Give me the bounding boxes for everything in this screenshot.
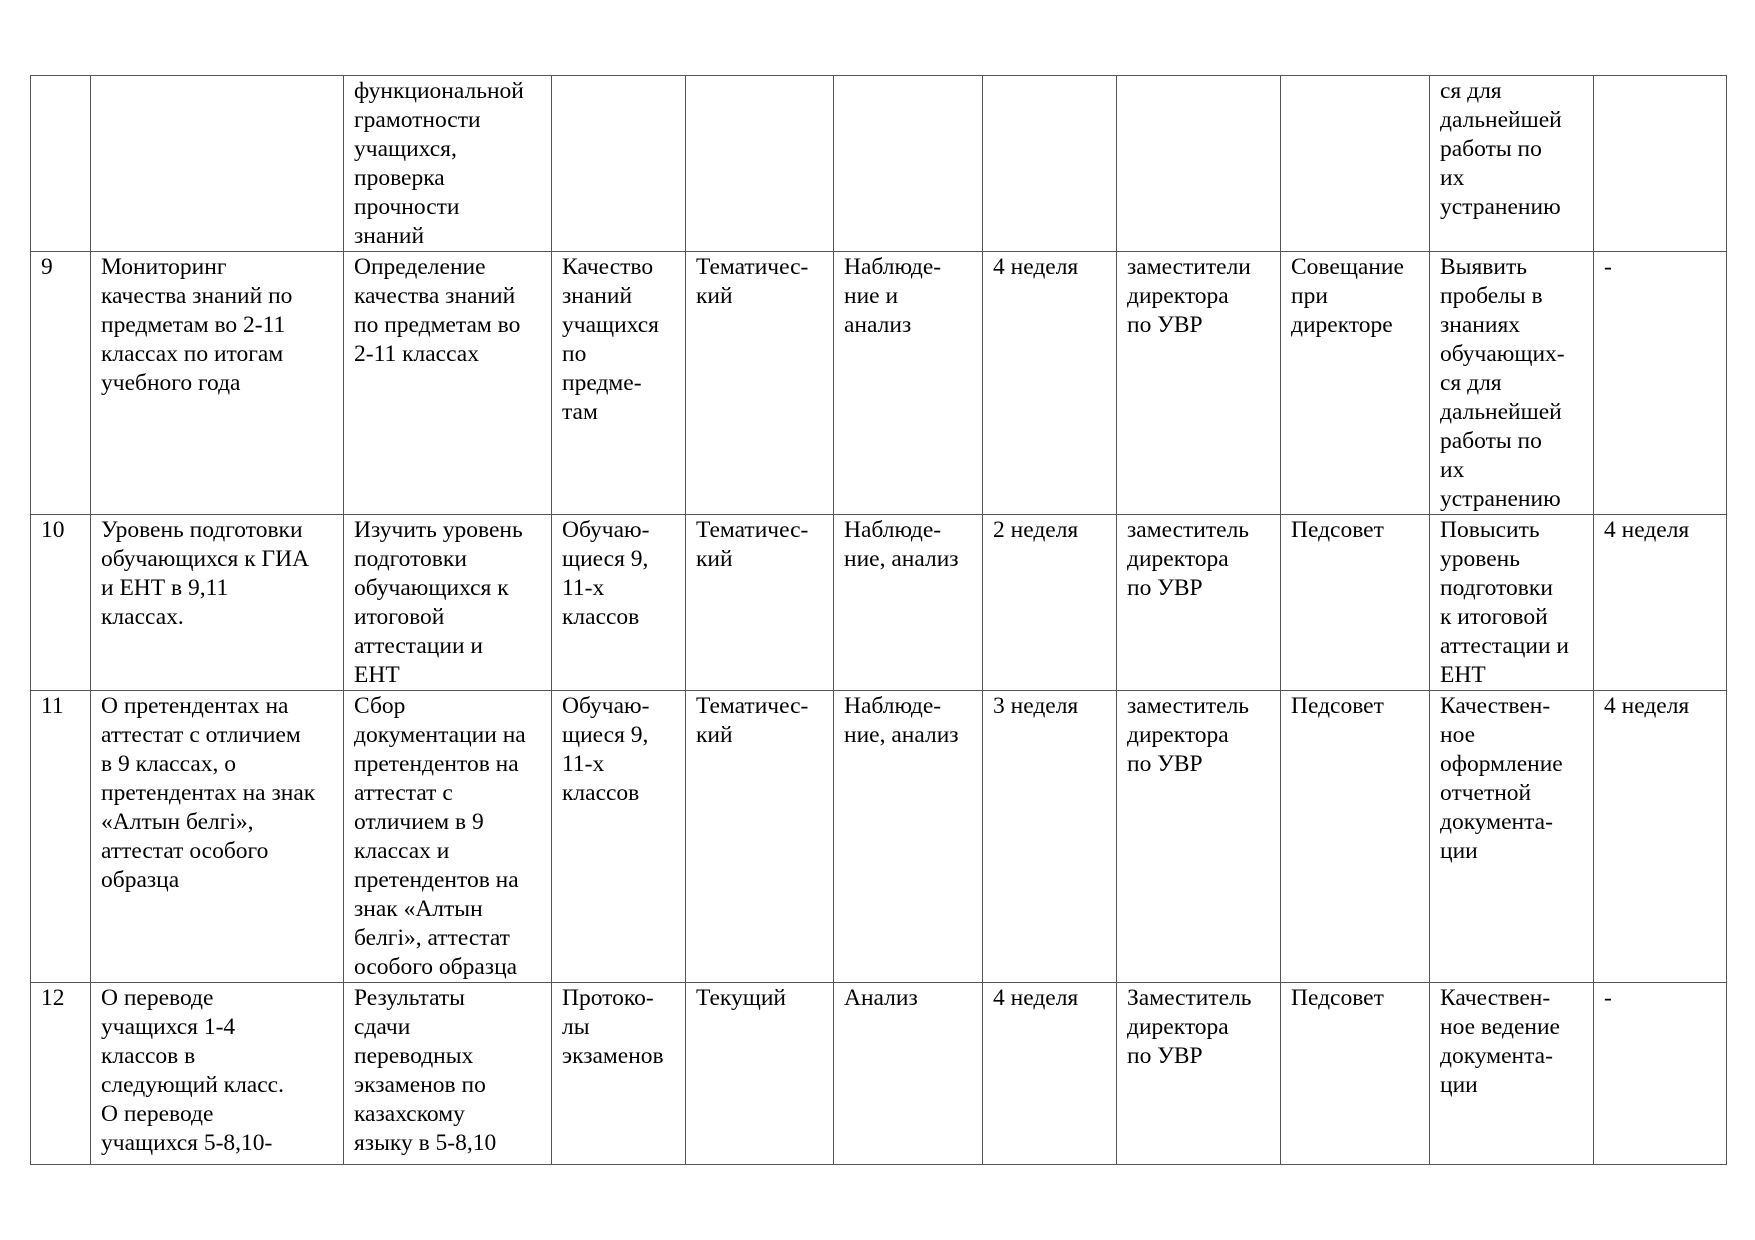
- row-number-cell: 11: [31, 691, 91, 983]
- row-number-cell: 10: [31, 515, 91, 691]
- control-topic-cell: [91, 76, 344, 252]
- review-place-cell: Совещание при директоре: [1281, 252, 1430, 515]
- control-topic-cell: О претендентах на аттестат с отличием в 9 классах, о претендентах на знак «Алтын белгі», аттестат особого образца: [91, 691, 344, 983]
- control-time-cell: 3 неделя: [983, 691, 1117, 983]
- control-type-cell: Текущий: [686, 983, 834, 1165]
- control-goal-cell: Результаты сдачи переводных экзаменов по казахскому языку в 5-8,10: [344, 983, 552, 1165]
- table-row: [31, 691, 1727, 983]
- control-time-cell: 4 неделя: [983, 252, 1117, 515]
- control-topic-cell: Уровень подготовки обучающихся к ГИА и ЕНТ в 9,11 классах.: [91, 515, 344, 691]
- responsible-cell: заместитель директора по УВР: [1117, 691, 1281, 983]
- followup-cell: [1594, 76, 1727, 252]
- row-number-cell: 9: [31, 252, 91, 515]
- followup-cell: 4 неделя: [1594, 691, 1727, 983]
- expected-result-cell: Выявить пробелы в знаниях обучающих- ся для дальнейшей работы по их устранению: [1430, 252, 1594, 515]
- responsible-cell: заместители директора по УВР: [1117, 252, 1281, 515]
- review-place-cell: Педсовет: [1281, 691, 1430, 983]
- table-row: [31, 515, 1727, 691]
- control-method-cell: [834, 76, 983, 252]
- expected-result-cell: Качествен- ное оформление отчетной документа- ции: [1430, 691, 1594, 983]
- control-goal-cell: Изучить уровень подготовки обучающихся к итоговой аттестации и ЕНТ: [344, 515, 552, 691]
- control-method-cell: Наблюде- ние, анализ: [834, 515, 983, 691]
- control-time-cell: 2 неделя: [983, 515, 1117, 691]
- table-row: [31, 252, 1727, 515]
- control-type-cell: [686, 76, 834, 252]
- control-type-cell: Тематичес- кий: [686, 515, 834, 691]
- responsible-cell: Заместитель директора по УВР: [1117, 983, 1281, 1165]
- control-object-cell: [552, 76, 686, 252]
- control-method-cell: Анализ: [834, 983, 983, 1165]
- control-goal-cell: Сбор документации на претендентов на аттестат с отличием в 9 классах и претендентов на знак «Алтын белгі», аттестат особого образца: [344, 691, 552, 983]
- control-object-cell: Протоко- лы экзаменов: [552, 983, 686, 1165]
- control-object-cell: Обучаю- щиеся 9, 11-х классов: [552, 515, 686, 691]
- control-goal-cell: Определение качества знаний по предметам во 2-11 классах: [344, 252, 552, 515]
- control-type-cell: Тематичес- кий: [686, 252, 834, 515]
- control-time-cell: 4 неделя: [983, 983, 1117, 1165]
- expected-result-cell: ся для дальнейшей работы по их устранению: [1430, 76, 1594, 252]
- expected-result-cell: Повысить уровень подготовки к итоговой аттестации и ЕНТ: [1430, 515, 1594, 691]
- control-time-cell: [983, 76, 1117, 252]
- control-topic-cell: Мониторинг качества знаний по предметам во 2-11 классах по итогам учебного года: [91, 252, 344, 515]
- followup-cell: -: [1594, 983, 1727, 1165]
- followup-cell: -: [1594, 252, 1727, 515]
- review-place-cell: Педсовет: [1281, 983, 1430, 1165]
- control-method-cell: Наблюде- ние и анализ: [834, 252, 983, 515]
- row-number-cell: 12: [31, 983, 91, 1165]
- responsible-cell: [1117, 76, 1281, 252]
- table-row: [31, 76, 1727, 252]
- expected-result-cell: Качествен- ное ведение документа- ции: [1430, 983, 1594, 1165]
- control-object-cell: Обучаю- щиеся 9, 11-х классов: [552, 691, 686, 983]
- review-place-cell: Педсовет: [1281, 515, 1430, 691]
- control-object-cell: Качество знаний учащихся по предме- там: [552, 252, 686, 515]
- responsible-cell: заместитель директора по УВР: [1117, 515, 1281, 691]
- control-goal-cell: функциональной грамотности учащихся, проверка прочности знаний: [344, 76, 552, 252]
- control-type-cell: Тематичес- кий: [686, 691, 834, 983]
- followup-cell: 4 неделя: [1594, 515, 1727, 691]
- control-plan-table: [30, 75, 1727, 1165]
- control-method-cell: Наблюде- ние, анализ: [834, 691, 983, 983]
- review-place-cell: [1281, 76, 1430, 252]
- control-topic-cell: О переводе учащихся 1-4 классов в следующий класс. О переводе учащихся 5-8,10-: [91, 983, 344, 1165]
- table-row: [31, 983, 1727, 1165]
- row-number-cell: [31, 76, 91, 252]
